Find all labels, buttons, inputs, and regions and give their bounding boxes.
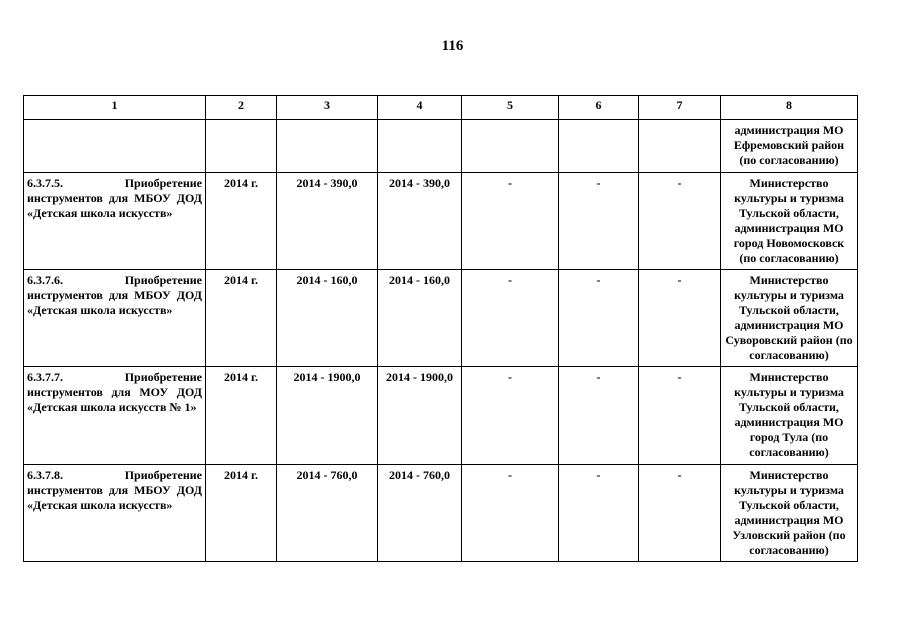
table-cell bbox=[559, 120, 639, 173]
responsible-cell: Министерство культуры и туризма Тульской области, администрация МО Узловский район (по согласованию) bbox=[721, 465, 858, 562]
activity-name-cell: 6.3.7.5. Приобретение инструментов для МБОУ ДОД «Детская школа искусств» bbox=[24, 173, 206, 270]
total-funding-cell: 2014 - 390,0 bbox=[277, 173, 378, 270]
column-header-6: 6 bbox=[559, 96, 639, 120]
column-header-1: 1 bbox=[24, 96, 206, 120]
column-header-2: 2 bbox=[206, 96, 277, 120]
table-row bbox=[24, 173, 858, 270]
column-header-5: 5 bbox=[462, 96, 559, 120]
program-activities-table bbox=[23, 95, 858, 562]
column-7-cell: - bbox=[639, 173, 721, 270]
column-5-cell: - bbox=[462, 465, 559, 562]
continuation-row bbox=[24, 120, 858, 173]
total-funding-cell: 2014 - 160,0 bbox=[277, 270, 378, 367]
activity-name-cell: 6.3.7.7. Приобретение инструментов для МОУ ДОД «Детская школа искусств № 1» bbox=[24, 367, 206, 465]
total-funding-cell: 2014 - 760,0 bbox=[277, 465, 378, 562]
table-row bbox=[24, 367, 858, 465]
column-7-cell: - bbox=[639, 465, 721, 562]
responsible-cell: Министерство культуры и туризма Тульской области, администрация МО Суворовский район (по согласованию) bbox=[721, 270, 858, 367]
year-cell: 2014 г. bbox=[206, 367, 277, 465]
table-cell bbox=[378, 120, 462, 173]
table-cell bbox=[206, 120, 277, 173]
column-5-cell: - bbox=[462, 367, 559, 465]
header-row bbox=[24, 96, 858, 120]
responsible-cell: Министерство культуры и туризма Тульской области, администрация МО город Тула (по согласованию) bbox=[721, 367, 858, 465]
total-funding-cell: 2014 - 1900,0 bbox=[277, 367, 378, 465]
column-7-cell: - bbox=[639, 270, 721, 367]
year-cell: 2014 г. bbox=[206, 173, 277, 270]
regional-funding-cell: 2014 - 390,0 bbox=[378, 173, 462, 270]
year-cell: 2014 г. bbox=[206, 465, 277, 562]
table-row bbox=[24, 270, 858, 367]
activity-name-cell: 6.3.7.8. Приобретение инструментов для МБОУ ДОД «Детская школа искусств» bbox=[24, 465, 206, 562]
column-6-cell: - bbox=[559, 367, 639, 465]
column-header-3: 3 bbox=[277, 96, 378, 120]
page-number: 116 bbox=[441, 38, 464, 54]
regional-funding-cell: 2014 - 1900,0 bbox=[378, 367, 462, 465]
table-cell bbox=[277, 120, 378, 173]
responsible-cell: администрация МО Ефремовский район (по согласованию) bbox=[721, 120, 858, 173]
column-6-cell: - bbox=[559, 465, 639, 562]
table-cell bbox=[24, 120, 206, 173]
column-header-8: 8 bbox=[721, 96, 858, 120]
column-6-cell: - bbox=[559, 173, 639, 270]
responsible-cell: Министерство культуры и туризма Тульской области, администрация МО город Новомосковск (по согласованию) bbox=[721, 173, 858, 270]
column-6-cell: - bbox=[559, 270, 639, 367]
column-5-cell: - bbox=[462, 173, 559, 270]
table-cell bbox=[462, 120, 559, 173]
regional-funding-cell: 2014 - 160,0 bbox=[378, 270, 462, 367]
table-cell bbox=[639, 120, 721, 173]
column-header-7: 7 bbox=[639, 96, 721, 120]
table-row bbox=[24, 465, 858, 562]
column-header-4: 4 bbox=[378, 96, 462, 120]
column-5-cell: - bbox=[462, 270, 559, 367]
regional-funding-cell: 2014 - 760,0 bbox=[378, 465, 462, 562]
column-7-cell: - bbox=[639, 367, 721, 465]
activity-name-cell: 6.3.7.6. Приобретение инструментов для МБОУ ДОД «Детская школа искусств» bbox=[24, 270, 206, 367]
year-cell: 2014 г. bbox=[206, 270, 277, 367]
